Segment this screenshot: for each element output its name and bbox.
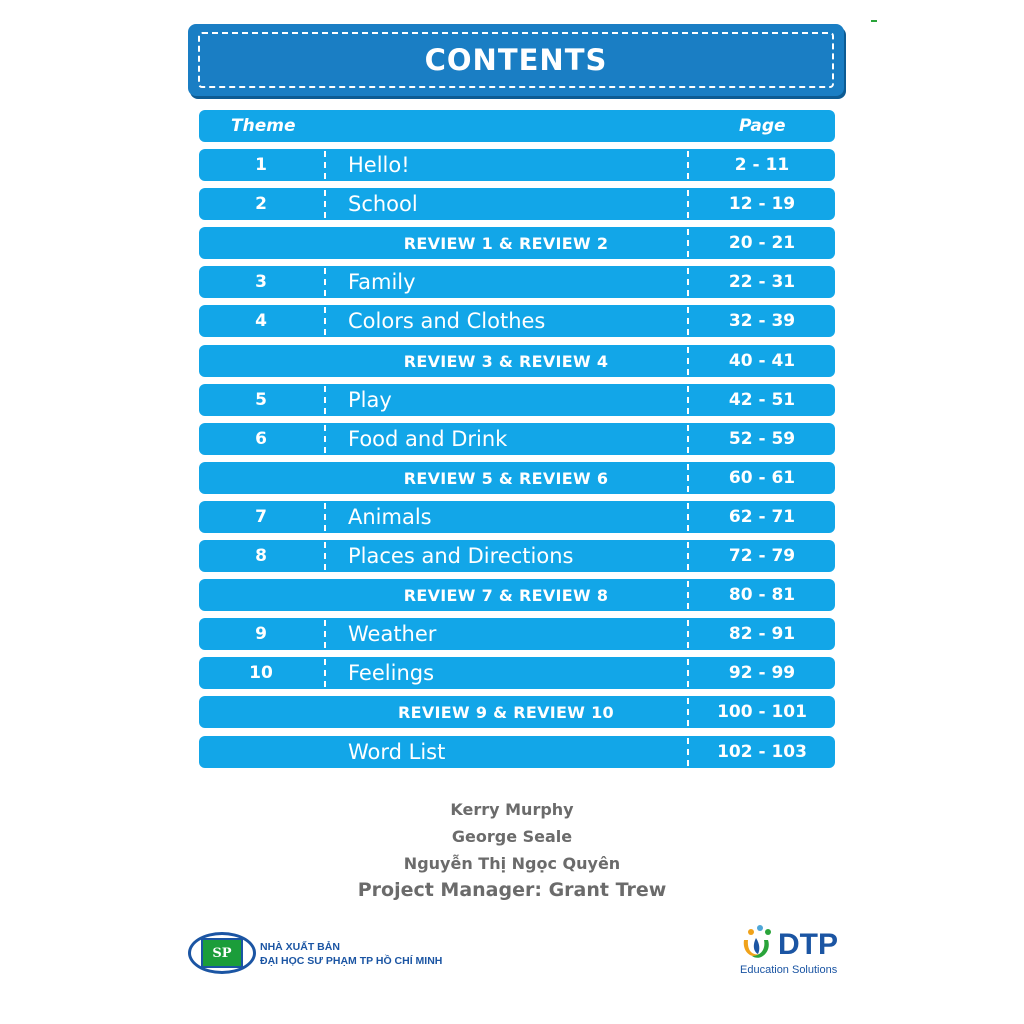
review-label: REVIEW 1 & REVIEW 2 xyxy=(403,233,609,253)
theme-header: Theme xyxy=(231,116,296,136)
theme-number: 2 xyxy=(255,194,267,214)
table-row xyxy=(199,540,835,572)
page-range: 82 - 91 xyxy=(728,624,796,644)
dashed-divider xyxy=(324,190,326,218)
page-range: 102 - 103 xyxy=(717,742,807,762)
theme-name: Hello! xyxy=(348,153,410,177)
page-range: 80 - 81 xyxy=(728,585,796,605)
publisher-line-1: NHÀ XUẤT BẢN xyxy=(260,941,340,953)
review-row xyxy=(199,579,835,611)
page-range: 100 - 101 xyxy=(717,702,807,722)
dtp-figure-icon xyxy=(738,924,774,964)
dashed-divider xyxy=(324,268,326,296)
dtp-name: DTP xyxy=(778,928,838,961)
theme-name: Colors and Clothes xyxy=(348,309,546,333)
theme-name: Family xyxy=(348,270,416,294)
theme-number: 7 xyxy=(255,507,267,527)
project-manager: Project Manager: Grant Trew xyxy=(357,879,667,901)
theme-number: 5 xyxy=(255,390,267,410)
review-label: REVIEW 5 & REVIEW 6 xyxy=(403,468,609,488)
dtp-tagline: Education Solutions xyxy=(740,964,838,976)
dashed-divider xyxy=(324,620,326,648)
table-row xyxy=(199,618,835,650)
review-row xyxy=(199,462,835,494)
theme-name: Places and Directions xyxy=(348,544,574,568)
page-range: 32 - 39 xyxy=(728,311,796,331)
dtp-logo xyxy=(738,924,858,980)
publisher-line-2: ĐẠI HỌC SƯ PHẠM TP HỒ CHÍ MINH xyxy=(260,955,443,967)
theme-name: School xyxy=(348,192,418,216)
page-range: 40 - 41 xyxy=(728,351,796,371)
review-row xyxy=(199,227,835,259)
page-range: 20 - 21 xyxy=(728,233,796,253)
theme-name: Weather xyxy=(348,622,437,646)
dashed-divider xyxy=(324,542,326,570)
page-header: Page xyxy=(739,116,786,136)
author-3: Nguyễn Thị Ngọc Quyên xyxy=(403,854,621,873)
publisher-logo-text: SP xyxy=(201,938,243,968)
table-row xyxy=(199,657,835,689)
contents-banner xyxy=(188,24,844,96)
review-label: REVIEW 7 & REVIEW 8 xyxy=(403,585,609,605)
theme-name: Play xyxy=(348,388,392,412)
page-range: 12 - 19 xyxy=(728,194,796,214)
dashed-divider xyxy=(324,659,326,687)
review-row xyxy=(199,345,835,377)
page-range: 60 - 61 xyxy=(728,468,796,488)
theme-number: 6 xyxy=(255,429,267,449)
page-range: 22 - 31 xyxy=(728,272,796,292)
table-row xyxy=(199,501,835,533)
publisher-logo xyxy=(188,932,256,974)
table-row xyxy=(199,384,835,416)
review-label: REVIEW 3 & REVIEW 4 xyxy=(403,351,609,371)
table-row xyxy=(199,266,835,298)
table-header xyxy=(199,110,835,142)
theme-number: 10 xyxy=(249,663,273,683)
theme-number: 8 xyxy=(255,546,267,566)
dashed-divider xyxy=(324,503,326,531)
banner-dashed-border xyxy=(198,32,834,88)
table-row xyxy=(199,149,835,181)
table-row xyxy=(199,423,835,455)
theme-name: Feelings xyxy=(348,661,435,685)
theme-name: Word List xyxy=(348,740,446,764)
review-label: REVIEW 9 & REVIEW 10 xyxy=(398,702,614,722)
author-2: George Seale xyxy=(451,827,573,846)
theme-number: 3 xyxy=(255,272,267,292)
page-range: 72 - 79 xyxy=(728,546,796,566)
dashed-divider xyxy=(324,307,326,335)
page-range: 52 - 59 xyxy=(728,429,796,449)
page-range: 2 - 11 xyxy=(734,155,790,175)
review-row xyxy=(199,696,835,728)
theme-number: 9 xyxy=(255,624,267,644)
page-title: CONTENTS xyxy=(424,43,608,77)
publisher-name xyxy=(260,940,442,968)
theme-name: Animals xyxy=(348,505,432,529)
dashed-divider xyxy=(324,386,326,414)
page-range: 62 - 71 xyxy=(728,507,796,527)
dashed-divider xyxy=(324,425,326,453)
word-list-row xyxy=(199,736,835,768)
table-row xyxy=(199,305,835,337)
theme-number: 1 xyxy=(255,155,267,175)
page-range: 92 - 99 xyxy=(728,663,796,683)
theme-name: Food and Drink xyxy=(348,427,508,451)
corner-mark xyxy=(871,20,877,22)
table-row xyxy=(199,188,835,220)
dashed-divider xyxy=(324,151,326,179)
author-1: Kerry Murphy xyxy=(450,800,574,819)
page-range: 42 - 51 xyxy=(728,390,796,410)
publisher-block xyxy=(188,932,488,976)
theme-number: 4 xyxy=(255,311,267,331)
